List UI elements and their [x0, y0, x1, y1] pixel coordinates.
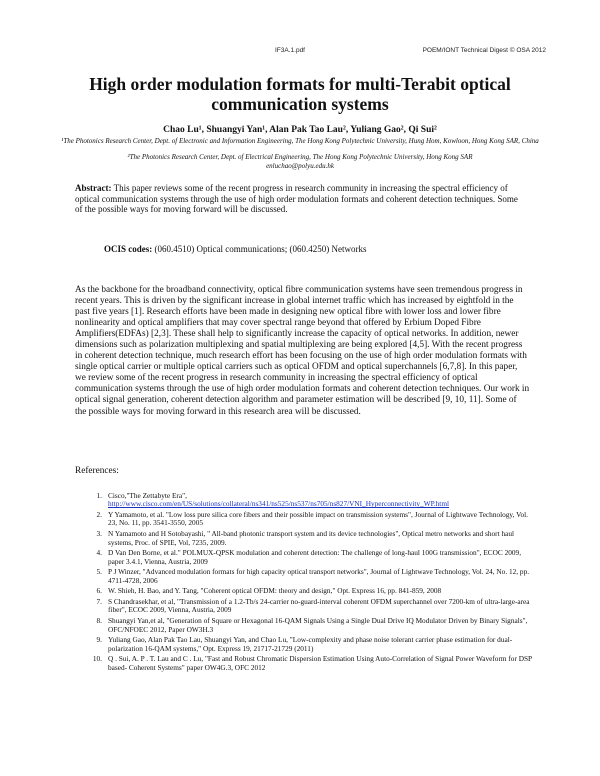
- reference-text: Shuangyi Yan,et al, "Generation of Square or Hexagonal 16-QAM Signals Using a Single Dual Drive IQ Modulator Driven by Binary Signals", OFC/NFOEC 2012, Paper OW3H.3: [108, 616, 528, 634]
- affiliation-2: ²The Photonics Research Center, Dept. of Electrical Engineering, The Hong Kong Polytechnic University, Hong Kong SAR: [127, 153, 473, 161]
- reference-number: 6.: [96, 586, 102, 596]
- reference-item: [84, 511, 534, 528]
- title-line-2: communication systems: [211, 94, 389, 114]
- reference-number: 2.: [96, 510, 102, 520]
- reference-text: W. Shieh, H. Bao, and Y. Tang, "Coherent optical OFDM: theory and design," Opt. Express 16, pp. 841-859, 2008: [108, 586, 442, 596]
- reference-link[interactable]: http://www.cisco.com/en/US/solutions/collateral/ns341/ns525/ns537/ns705/ns827/VNI_Hyperconnectivity_WP.html: [108, 499, 450, 509]
- ocis-codes: [104, 244, 366, 254]
- reference-item: [84, 530, 534, 547]
- reference-text: S Chandrasekhar, et al, "Transmission of a 1.2-Tb/s 24-carrier no-guard-interval coherent OFDM superchannel over 7200-km of ultra-large-area fiber", ECOC 2009, Vienna, Austria, 2009: [108, 597, 530, 615]
- page-header-right: POEM/IONT Technical Digest © OSA 2012: [422, 47, 546, 54]
- paper-title: [40, 74, 560, 114]
- abstract: [75, 183, 525, 215]
- author-list: Chao Lu¹, Shuangyi Yan¹, Alan Pak Tao Lau², Yuliang Gao², Qi Sui²: [163, 125, 437, 135]
- reference-number: 7.: [96, 597, 102, 607]
- title-line-1: High order modulation formats for multi-Terabit optical: [89, 74, 511, 94]
- ocis-text: (060.4510) Optical communications; (060.4250) Networks: [152, 244, 367, 254]
- abstract-text: This paper reviews some of the recent progress in research community in increasing the spectral efficiency of optical communication systems through the use of high order modulation formats and coherent detection techniques. Some of the possible ways for moving forward will be discussed.: [75, 183, 518, 215]
- reference-text: Y Yamamoto, et al. "Low loss pure silica core fibers and their possible impact on transmission systems", Journal of Lightwave Technology, Vol. 23, No. 11, pp. 3541-3550, 2005: [108, 510, 528, 528]
- abstract-label: Abstract:: [75, 183, 112, 193]
- references-heading: References:: [75, 466, 119, 476]
- page-header-left: IF3A.1.pdf: [275, 47, 305, 54]
- reference-text: P J Winzer, "Advanced modulation formats for high capacity optical transport networks", Journal of Lightwave Technology, Vol. 24, No. 12, pp. 4711-4728, 2006: [108, 567, 530, 585]
- reference-number: 10.: [92, 654, 102, 664]
- reference-text: D Van Den Borne, et al." POLMUX-QPSK modulation and coherent detection: The challenge of long-haul 100G transmission", ECOC 2009, paper 3.4.1, Vienna, Austria, 2009: [108, 548, 522, 566]
- affiliation-1: ¹The Photonics Research Center, Dept. of Electronic and Information Engineering, The Hong Kong Polytechnic University, Hung Hom, Kowloon, Hong Kong SAR, China: [61, 137, 539, 145]
- body-paragraph: As the backbone for the broadband connectivity, optical fibre communication systems have seen tremendous progress in recent years. This is driven by the significant increase in global internet traffic which has increased by eightfold in the past five years [1]. Research efforts have been made in designing new optical fibre with lower loss and lower fibre nonlinearity and optical amplifiers that may cover spectral range beyond that offered by Erbium Doped Fibre Amplifiers(EDFAs) [2,3]. These shall help to significantly increase the capacity of optical networks. In addition, newer dimensions such as polarization multiplexing and spatial multiplexing are being explored [4,5]. With the recent progress in coherent detection technique, much research effort has been focusing on the use of high order modulation formats with single optical carrier or multiple optical carriers such as optical OFDM and optical superchannels [6,7,8]. In this paper, we review some of the recent progress in research community in increasing the spectral efficiency of optical communication systems through the use of high order modulation formats and coherent detection techniques. Our work in optical signal generation, coherent detection algorithm and parameter estimation will be described [9, 10, 11]. Some of the possible ways for moving forward in this research area will be discussed.: [75, 285, 530, 417]
- reference-number: 5.: [96, 567, 102, 577]
- reference-item: [84, 587, 534, 595]
- reference-text: Yuliang Gao, Alan Pak Tao Lau, Shuangyi Yan, and Chao Lu, "Low-complexity and phase noise tolerant carrier phase estimation for dual-polarization 16-QAM systems," Opt. Express 19, 21717-21729 (2011): [108, 635, 513, 653]
- reference-text: N Yamamoto and H Sotobayashi, " All-band photonic transport system and its device technologies", Optical metro networks and short haul systems, Proc. of SPIE, Vol, 7235, 2009.: [108, 529, 515, 547]
- ocis-label: OCIS codes:: [104, 244, 153, 254]
- reference-number: 4.: [96, 548, 102, 558]
- reference-item: [84, 636, 534, 653]
- reference-number: 3.: [96, 529, 102, 539]
- reference-number: 1.: [96, 491, 102, 500]
- reference-item: [84, 655, 534, 672]
- reference-number: 8.: [96, 616, 102, 626]
- reference-item: [84, 568, 534, 585]
- reference-item: [84, 598, 534, 615]
- author-email: enluchao@polyu.edu.hk: [266, 162, 334, 170]
- reference-text: Q . Sui, A. P . T. Lau and C . Lu, "Fast and Robust Chromatic Dispersion Estimation Using Auto-Correlation of Signal Power Waveform for DSP based- Coherent Systems" paper OW4G.3, OFC 2012: [108, 654, 532, 672]
- reference-item: [84, 492, 534, 509]
- reference-list: [84, 492, 534, 674]
- reference-item: [84, 549, 534, 566]
- reference-number: 9.: [96, 635, 102, 645]
- reference-item: [84, 617, 534, 634]
- reference-text: Cisco,"The Zettabyte Era",: [108, 491, 187, 500]
